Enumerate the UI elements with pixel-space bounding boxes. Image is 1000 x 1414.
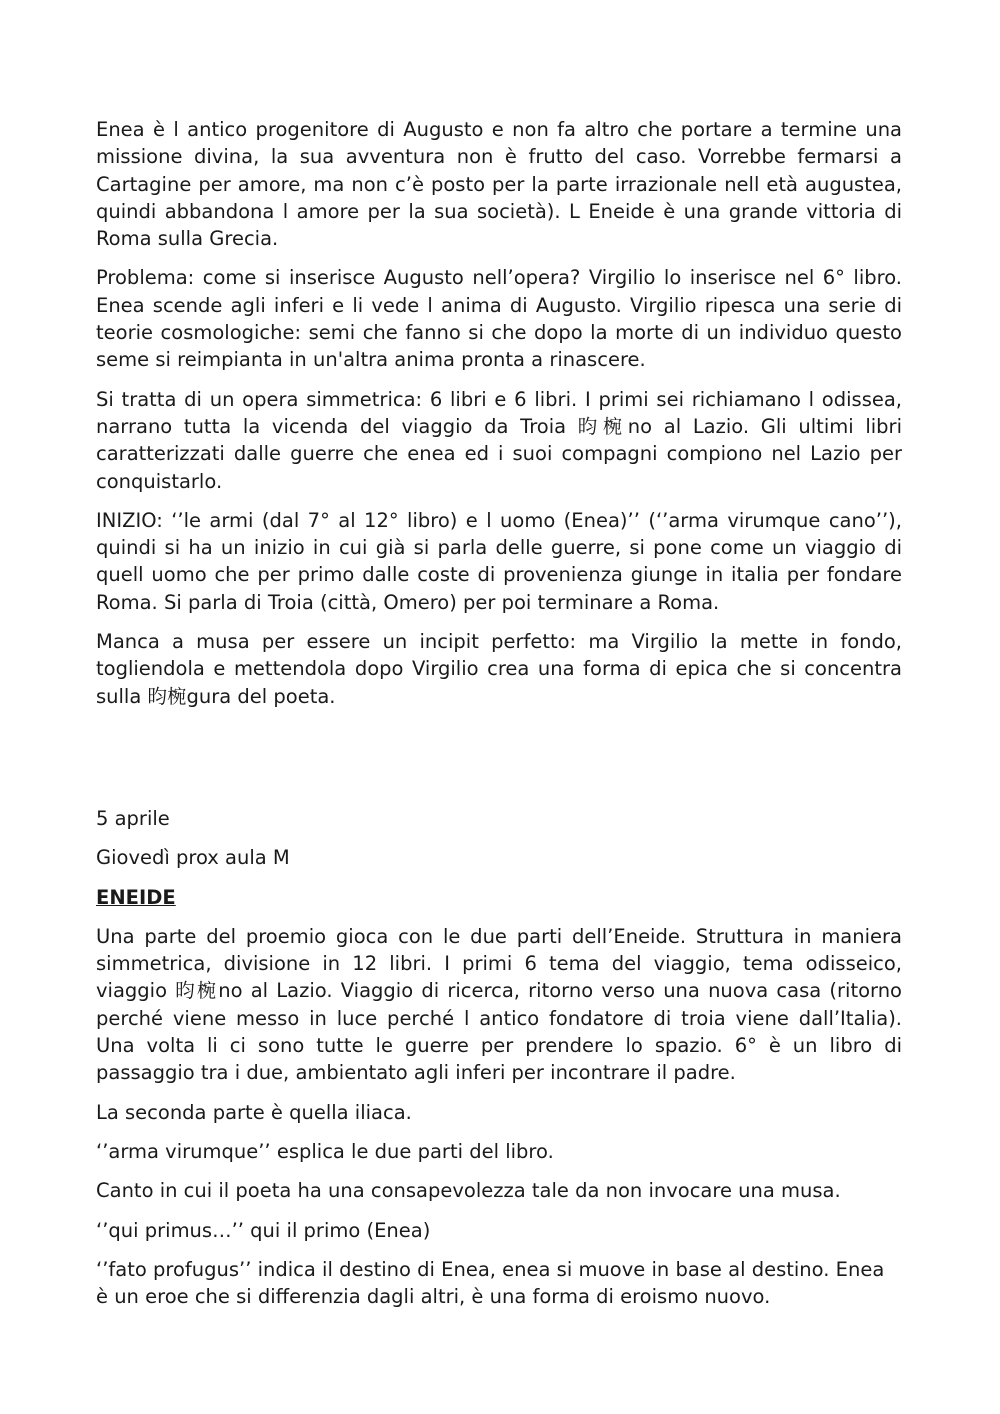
paragraph-manca-musa: Manca a musa per essere un incipit perfetto: ma Virgilio la mette in fondo, togliendola e mettendola dopo Virgilio crea una forma di epica che si concentra sulla 昀椀gura del poeta. (96, 630, 902, 708)
paragraph-opera-simmetrica: Si tratta di un opera simmetrica: 6 libri e 6 libri. I primi sei richiamano l odissea, narrano tutta la vicenda del viaggio da Troia 昀椀no al Lazio. Gli ultimi libri caratterizzati dalle guerre che enea ed i suoi compagni compiono nel Lazio per conquistarlo. (96, 387, 902, 493)
document-page (96, 116, 902, 1322)
paragraph-arma-virumque: ‘’arma virumque’’ esplica le due parti del libro. (96, 1139, 554, 1163)
section-note: Giovedì prox aula M (96, 846, 290, 870)
paragraph-proemio: Una parte del proemio gioca con le due parti dell’Eneide. Struttura in maniera simmetrica, divisione in 12 libri. I primi 6 tema del viaggio, tema odisseico, viaggio 昀椀no al Lazio. Viaggio di ricerca, ritorno verso una nuova casa (ritorno perché viene messo in luce perché l antico fondatore di troia viene dall’Italia). Una volta li ci sono tutte le guerre per prendere lo spazio. 6° è un libro di passaggio tra i due, ambientato agli inferi per incontrare il padre. (96, 924, 902, 1085)
paragraph-canto: Canto in cui il poeta ha una consapevolezza tale da non invocare una musa. (96, 1179, 841, 1203)
paragraph-problema: Problema: come si inserisce Augusto nell’opera? Virgilio lo inserisce nel 6° libro. Enea scende agli inferi e li vede l anima di Augusto. Virgilio ripesca una serie di teorie cosmologiche: semi che fanno si che dopo la morte di un individuo questo seme si reimpianta in un'altra anima pronta a rinascere. (96, 266, 902, 372)
section-heading: ENEIDE (96, 885, 176, 909)
paragraph-inizio: INIZIO: ‘’le armi (dal 7° al 12° libro) e l uomo (Enea)’’ (‘’arma virumque cano’’), quindi si ha un inizio in cui già si parla delle guerre, si pone come un viaggio di quell uomo che per primo dalle coste di provenienza giunge in italia per fondare Roma. Si parla di Troia (città, Omero) per poi terminare a Roma. (96, 508, 902, 614)
section-date: 5 aprile (96, 806, 170, 830)
section-gap (96, 722, 902, 805)
paragraph-augusto-progenitor: Enea è l antico progenitore di Augusto e non fa altro che portare a termine una missione divina, la sua avventura non è frutto del caso. Vorrebbe fermarsi a Cartagine per amore, ma non c’è posto per la parte irrazionale nell età augustea, quindi abbandona l amore per la sua società). L Eneide è una grande vittoria di Roma sulla Grecia. (96, 118, 902, 251)
paragraph-parte-iliaca: La seconda parte è quella iliaca. (96, 1100, 412, 1124)
paragraph-fato-profugus: ‘’fato profugus’’ indica il destino di Enea, enea si muove in base al destino. Enea è un eroe che si differenzia dagli altri, è una forma di eroismo nuovo. (96, 1257, 885, 1309)
paragraph-qui-primus: ‘’qui primus…’’ qui il primo (Enea) (96, 1218, 431, 1242)
